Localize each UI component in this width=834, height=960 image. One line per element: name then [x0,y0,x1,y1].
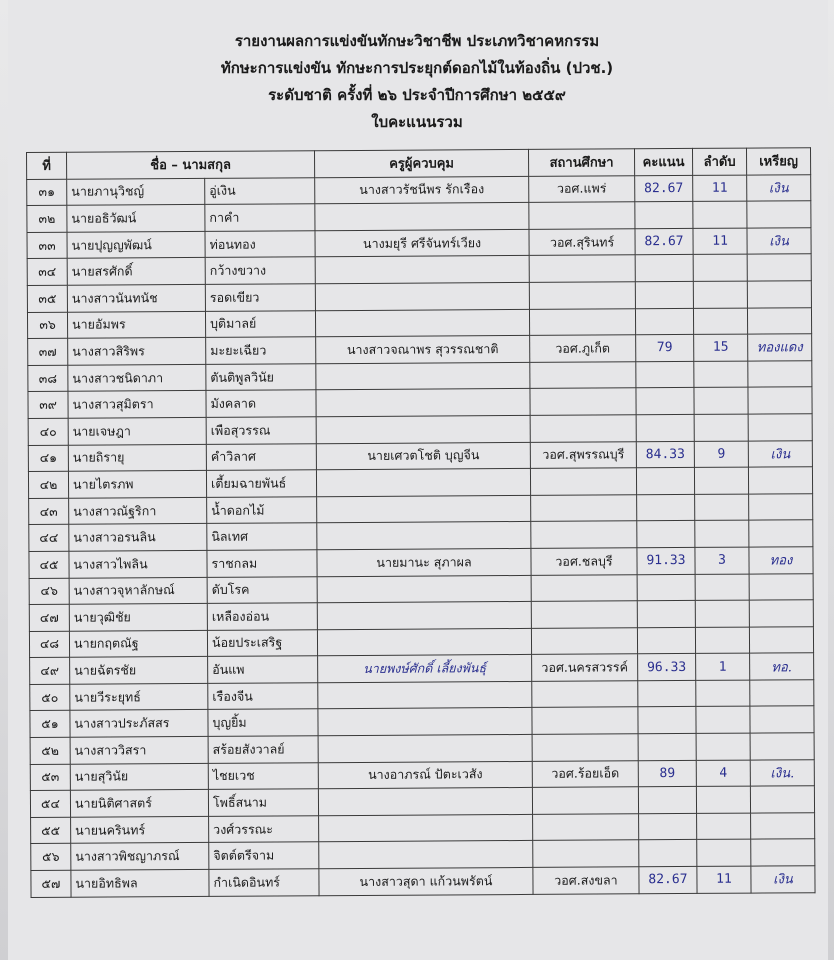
row-no: ๓๒ [27,205,67,232]
row-last-name: กำเนิดอินทร์ [209,869,319,896]
row-rank [697,840,751,867]
row-last-name: คำวิลาศ [206,443,316,470]
row-teacher [315,203,529,231]
row-rank: 3 [695,547,749,574]
row-school: วอศ.สุรินทร์ [529,229,635,256]
row-rank [696,733,750,760]
row-last-name: โพธิ์สนาม [208,789,318,816]
row-score [637,574,695,601]
row-no: ๔๒ [28,471,68,498]
row-rank: 9 [694,441,748,468]
row-school [532,707,638,734]
row-school [532,681,638,708]
row-school: วอศ.ร้อยเอ็ด [532,760,638,787]
row-score [638,680,696,707]
row-rank [696,707,750,734]
row-no: ๕๗ [31,870,71,897]
row-teacher [315,256,529,284]
row-first-name: นายปุญญพัฒน์ [67,231,205,258]
row-rank: 15 [694,334,748,361]
row-no: ๔๑ [28,445,68,472]
row-score [635,308,693,335]
row-score [636,414,694,441]
row-first-name: นายวุฒิชัย [69,603,207,630]
row-first-name: นายถิรายุ [68,444,206,471]
row-score [637,601,695,628]
row-teacher: นางสาวสุดา แก้วนพรัตน์ [319,867,533,895]
col-header-school: สถานศึกษา [528,149,634,176]
row-teacher [317,495,531,523]
row-no: ๕๓ [30,764,70,791]
row-medal: เงิน. [750,759,814,786]
col-header-teacher: ครูผู้ควบคุม [314,149,528,177]
row-score [635,281,693,308]
row-teacher: นางอาภรณ์ ปัตะเวสัง [318,761,532,789]
col-header-medal: เหรียญ [746,148,810,175]
row-no: ๔๗ [29,604,69,631]
row-score [639,813,697,840]
row-no: ๓๘ [28,365,68,392]
row-last-name: เรืองจีน [208,683,318,710]
row-score [637,494,695,521]
row-school [533,840,639,867]
row-score: 89 [638,760,696,787]
row-score [638,707,696,734]
row-no: ๕๖ [31,844,71,871]
row-school [531,521,637,548]
row-school [529,202,635,229]
row-last-name: นิลเทศ [207,523,317,550]
row-last-name: มังคลาด [206,390,316,417]
row-medal [750,733,814,760]
row-medal [749,573,813,600]
row-medal [750,706,814,733]
row-medal: เงิน [747,174,811,201]
row-rank [693,201,747,228]
row-teacher [315,309,529,337]
row-score [636,361,694,388]
col-header-score: คะแนน [634,148,692,175]
row-last-name: บุญยิ้ม [208,709,318,736]
row-last-name: เตี้ยมฉายพันธ์ [206,470,316,497]
row-rank [694,387,748,414]
row-no: ๕๐ [30,684,70,711]
row-score [636,468,694,495]
row-rank [694,414,748,441]
row-medal: ทองแดง [748,334,812,361]
row-teacher [317,522,531,550]
row-rank: 11 [693,228,747,255]
row-school [531,494,637,521]
row-first-name: นายสรศักดิ์ [67,258,205,285]
row-last-name: เหลืองอ่อน [207,603,317,630]
row-no: ๕๔ [30,790,70,817]
row-first-name: นายวีระยุทธ์ [70,683,208,710]
row-score: 82.67 [635,228,693,255]
row-medal: เงิน [747,227,811,254]
row-school [530,388,636,415]
row-teacher [318,734,532,762]
row-teacher [317,602,531,630]
row-medal [747,281,811,308]
row-school [532,787,638,814]
row-medal: เงิน [751,866,815,893]
row-first-name: นายกฤตณัฐ [69,630,207,657]
row-first-name: นายอิทธิพล [71,869,209,896]
row-rank [696,680,750,707]
report-subtitle: ทักษะการแข่งขัน ทักษะการประยุกต์ดอกไม้ในท้องถิ่น (ปวช.) [220,59,614,77]
row-no: ๔๘ [29,631,69,658]
row-no: ๔๖ [29,578,69,605]
row-school: วอศ.ภูเก็ต [530,335,636,362]
row-no: ๓๖ [27,312,67,339]
row-school [529,255,635,282]
row-score [636,388,694,415]
row-last-name: ไชยเวช [208,762,318,789]
row-school: วอศ.สงขลา [533,867,639,894]
col-header-rank: ลำดับ [692,148,746,175]
row-school [530,362,636,389]
row-rank [695,627,749,654]
row-score: 96.33 [638,654,696,681]
row-last-name: มะยะเฉียว [206,337,316,364]
row-no: ๔๔ [29,525,69,552]
row-no: ๓๗ [28,338,68,365]
row-medal [750,680,814,707]
row-no: ๔๓ [29,498,69,525]
row-score [639,840,697,867]
row-last-name: ราชกลม [207,550,317,577]
row-medal: เงิน [748,440,812,467]
row-rank [693,254,747,281]
row-score [637,521,695,548]
row-rank: 4 [696,760,750,787]
row-last-name: อู่เงิน [205,177,315,204]
row-score: 82.67 [639,866,697,893]
col-header-no: ที่ [27,152,67,179]
row-teacher [317,628,531,656]
row-first-name: นายนครินทร์ [71,816,209,843]
row-medal [747,307,811,334]
row-rank [696,786,750,813]
row-rank: 1 [696,653,750,680]
row-first-name: นางสาวจุหาลักษณ์ [69,577,207,604]
row-last-name: น้อยประเสริฐ [207,629,317,656]
row-medal [750,786,814,813]
row-medal [749,626,813,653]
row-medal [751,839,815,866]
row-medal [748,414,812,441]
row-rank [695,600,749,627]
row-score: 82.67 [635,175,693,202]
row-teacher [316,415,530,443]
row-teacher [318,681,532,709]
row-teacher [319,814,533,842]
row-teacher [318,788,532,816]
row-teacher: นายมานะ สุภาผล [317,548,531,576]
row-last-name: รอดเขียว [205,284,315,311]
row-last-name: วงศ์วรรณะ [209,816,319,843]
row-school [533,814,639,841]
row-no: ๔๕ [29,551,69,578]
row-first-name: นางสาวประภัสสร [70,710,208,737]
row-first-name: นางสาวสิริพร [68,338,206,365]
row-rank [694,467,748,494]
report-header [0,28,834,136]
row-last-name: เพือสุวรรณ [206,417,316,444]
row-first-name: นางสาวนันทนัช [67,284,205,311]
row-rank [695,520,749,547]
row-last-name: กว้างขวาง [205,257,315,284]
report-level: ระดับชาติ ครั้งที่ ๒๖ ประจำปีการศึกษา ๒๕๕๙ [268,86,566,104]
row-last-name: จิตต์ตรีจาม [209,842,319,869]
row-first-name: นายไตรภพ [68,471,206,498]
row-rank [695,574,749,601]
row-school: วอศ.สุพรรณบุรี [530,441,636,468]
row-teacher [319,841,533,869]
row-no: ๓๔ [27,259,67,286]
row-first-name: นายฉัตรชัย [70,657,208,684]
row-medal [749,493,813,520]
row-school [531,574,637,601]
row-school [531,627,637,654]
row-last-name: ท่อนทอง [205,231,315,258]
row-school [530,468,636,495]
row-no: ๓๕ [27,285,67,312]
row-last-name: อันแพ [208,656,318,683]
row-teacher: นางมยุรี ศรีจันทร์เวียง [315,229,529,257]
row-score [638,733,696,760]
row-first-name: นายนิติศาสตร์ [70,790,208,817]
col-header-name: ชื่อ – นามสกุล [67,151,315,179]
row-teacher [316,389,530,417]
score-table [26,147,816,897]
row-teacher [318,708,532,736]
row-score: 79 [636,335,694,362]
row-no: ๓๓ [27,232,67,259]
row-medal [748,467,812,494]
row-rank [694,361,748,388]
row-last-name: สร้อยสังวาลย์ [208,736,318,763]
report-title: รายงานผลการแข่งขันทักษะวิชาชีพ ประเภทวิชาคหกรรม [234,32,600,50]
row-no: ๔๐ [28,418,68,445]
row-first-name: นายอธิวัฒน์ [67,205,205,232]
row-last-name: บุติมาลย์ [205,310,315,337]
row-medal [751,813,815,840]
row-last-name: ดับโรค [207,576,317,603]
row-first-name: นางสาววิสรา [70,736,208,763]
row-school [529,308,635,335]
row-school [529,282,635,309]
row-medal: ทอ. [750,653,814,680]
table-row [31,866,815,897]
row-school [530,415,636,442]
row-medal [747,201,811,228]
row-teacher: นายเศวตโชติ บุญจีน [316,442,530,470]
row-no: ๕๒ [30,737,70,764]
row-score: 91.33 [637,547,695,574]
row-school [532,734,638,761]
row-no: ๓๑ [27,179,67,206]
row-score [638,787,696,814]
row-first-name: นางสาวไพลิน [69,550,207,577]
row-score [635,202,693,229]
row-school [531,601,637,628]
row-first-name: นายสุวินัย [70,763,208,790]
row-medal [749,520,813,547]
row-no: ๓๙ [28,392,68,419]
row-no: ๕๕ [31,817,71,844]
row-first-name: นายภานุวิชญ์ [67,178,205,205]
row-teacher: นางสาวจณาพร สุวรรณชาติ [316,336,530,364]
row-last-name: กาคำ [205,204,315,231]
row-teacher: นางสาวรัชนีพร รักเรือง [315,176,529,204]
row-first-name: นางสาวชนิดาภา [68,364,206,391]
row-score: 84.33 [636,441,694,468]
row-medal [748,360,812,387]
row-score [637,627,695,654]
report-sheet-name: ใบคะแนนรวม [371,113,463,131]
row-teacher [315,282,529,310]
row-no: ๕๑ [30,711,70,738]
row-teacher [316,469,530,497]
row-rank [693,281,747,308]
row-last-name: น้ำดอกไม้ [207,496,317,523]
row-first-name: นางสาวพิชญาภรณ์ [71,843,209,870]
row-medal [748,387,812,414]
row-teacher [316,362,530,390]
row-school: วอศ.แพร่ [529,175,635,202]
row-rank: 11 [693,175,747,202]
row-school: วอศ.นครสวรรค์ [532,654,638,681]
row-rank [695,494,749,521]
row-first-name: นายเจษฎา [68,417,206,444]
row-last-name: ตันติพูลวินัย [206,363,316,390]
row-rank: 11 [697,866,751,893]
row-first-name: นางสาวณัฐริกา [69,497,207,524]
row-teacher: นายพงษ์ศักดิ์ เลี้ยงพันธุ์ [318,655,532,683]
row-school: วอศ.ชลบุรี [531,548,637,575]
row-no: ๔๙ [30,658,70,685]
row-rank [693,308,747,335]
row-medal [747,254,811,281]
row-teacher [317,575,531,603]
row-rank [697,813,751,840]
row-medal: ทอง [749,547,813,574]
row-first-name: นางสาวสุมิตรา [68,391,206,418]
row-first-name: นายอัมพร [67,311,205,338]
row-first-name: นางสาวอรนลิน [69,524,207,551]
row-medal [749,600,813,627]
row-score [635,255,693,282]
